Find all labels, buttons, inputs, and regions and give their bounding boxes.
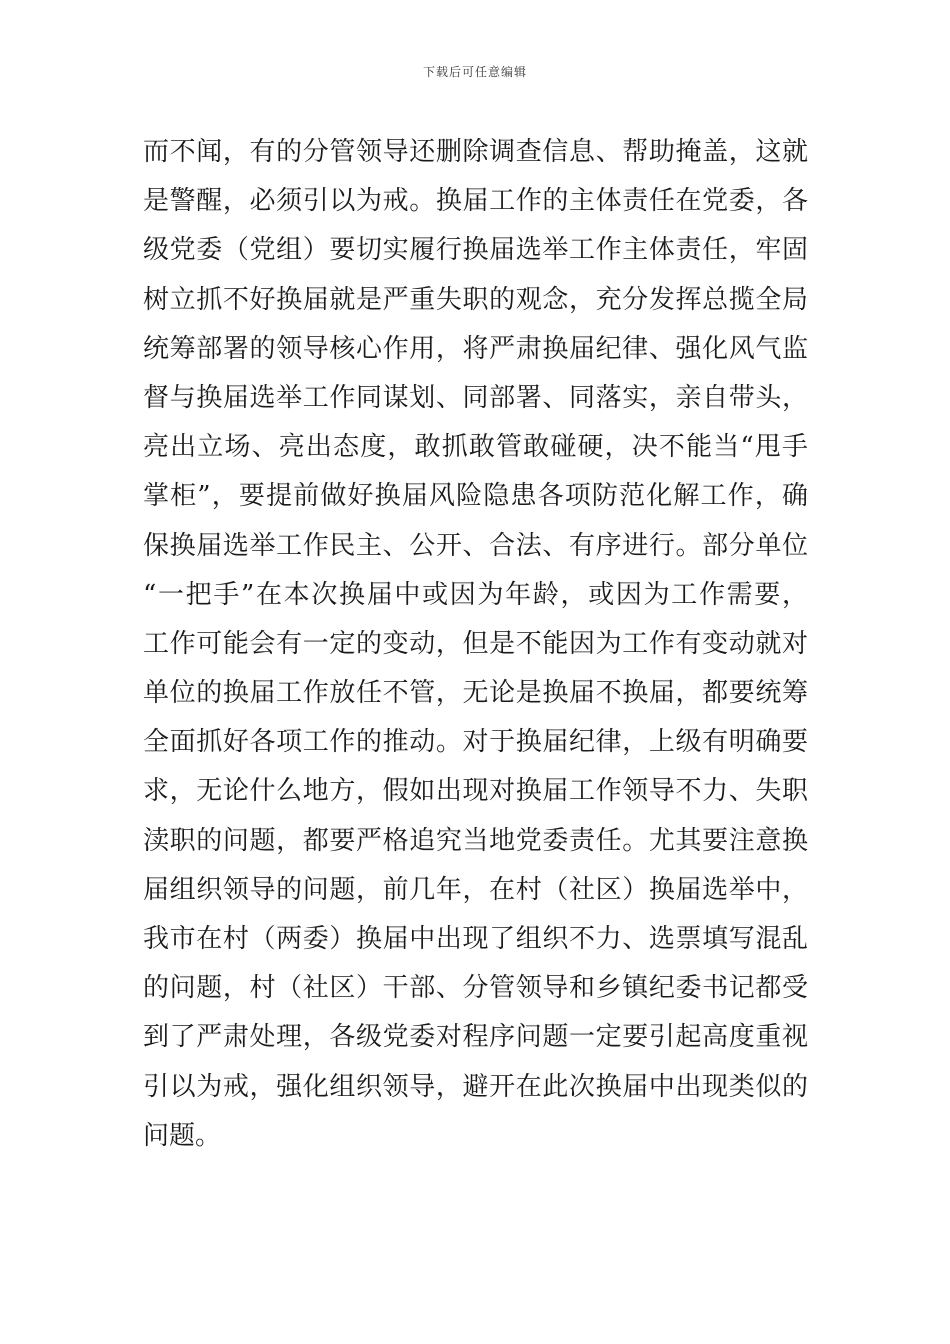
text-line: 渎职的问题，都要严格追究当地党委责任。尤其要注意换 bbox=[143, 825, 808, 856]
text-line: 求，无论什么地方，假如出现对换届工作领导不力、失职 bbox=[143, 776, 808, 807]
text-line: 全面抓好各项工作的推动。对于换届纪律，上级有明确要 bbox=[143, 727, 808, 758]
page-header-caption: 下载后可任意编辑 bbox=[422, 65, 527, 79]
text-line: 而不闻，有的分管领导还删除调查信息、帮助掩盖，这就 bbox=[143, 137, 808, 167]
text-line: 工作可能会有一定的变动，但是不能因为工作有变动就对 bbox=[143, 628, 808, 659]
text-line: 亮出立场、亮出态度，敢抓敢管敢碰硬，决不能当“甩手 bbox=[143, 432, 808, 463]
text-line: 引以为戒，强化组织领导，避开在此次换届中出现类似的 bbox=[143, 1071, 808, 1102]
text-line: 的问题，村（社区）干部、分管领导和乡镇纪委书记都受 bbox=[143, 973, 808, 1004]
text-line: “一把手”在本次换届中或因为年龄，或因为工作需要， bbox=[143, 579, 808, 610]
text-line: 级党委（党组）要切实履行换届选举工作主体责任，牢固 bbox=[143, 235, 808, 266]
text-line: 保换届选举工作民主、公开、合法、有序进行。部分单位 bbox=[143, 530, 808, 561]
text-line: 掌柜”，要提前做好换届风险隐患各项防范化解工作，确 bbox=[143, 481, 808, 512]
text-line: 树立抓不好换届就是严重失职的观念，充分发挥总揽全局 bbox=[143, 284, 808, 315]
body-paragraph bbox=[143, 128, 808, 1161]
text-line: 我市在村（两委）换届中出现了组织不力、选票填写混乱 bbox=[143, 924, 808, 954]
text-line: 问题。 bbox=[143, 1120, 222, 1151]
text-line: 单位的换届工作放任不管，无论是换届不换届，都要统筹 bbox=[143, 678, 808, 709]
text-line: 是警醒，必须引以为戒。换届工作的主体责任在党委，各 bbox=[143, 186, 808, 217]
text-line: 统筹部署的领导核心作用，将严肃换届纪律、强化风气监 bbox=[143, 333, 808, 364]
text-line: 督与换届选举工作同谋划、同部署、同落实，亲自带头， bbox=[143, 382, 808, 413]
text-line: 届组织领导的问题，前几年，在村（社区）换届选举中， bbox=[143, 874, 808, 905]
text-line: 到了严肃处理，各级党委对程序问题一定要引起高度重视 bbox=[143, 1022, 808, 1053]
